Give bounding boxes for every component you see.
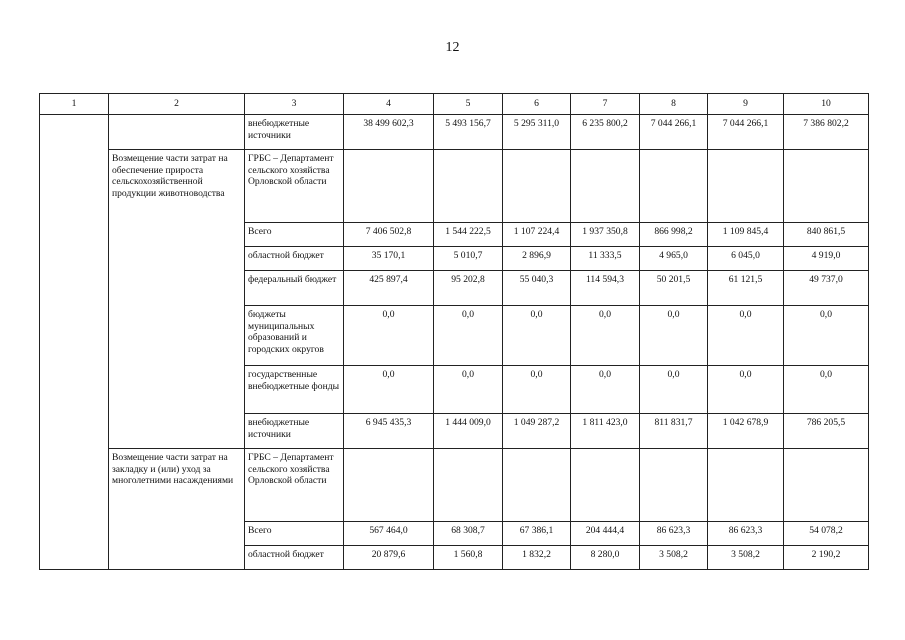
source-cell: государственные внебюджетные фонды (245, 366, 344, 414)
value-cell: 11 333,5 (571, 247, 640, 271)
value-cell: 7 406 502,8 (344, 223, 434, 247)
value-cell: 86 623,3 (640, 522, 708, 546)
source-cell: Всего (245, 223, 344, 247)
value-cell: 1 109 845,4 (708, 223, 784, 247)
measure-name: Возмещение части затрат на обеспечение прироста сельскохозяйственной продукции животноводства (109, 150, 245, 449)
value-cell: 0,0 (708, 366, 784, 414)
source-cell: областной бюджет (245, 546, 344, 570)
value-cell: 840 861,5 (784, 223, 869, 247)
column-header-1: 1 (40, 94, 109, 115)
source-cell: областной бюджет (245, 247, 344, 271)
value-cell: 2 190,2 (784, 546, 869, 570)
value-cell: 5 493 156,7 (434, 115, 503, 150)
column-header-2: 2 (109, 94, 245, 115)
value-cell: 67 386,1 (503, 522, 571, 546)
value-cell: 114 594,3 (571, 271, 640, 306)
value-cell: 0,0 (784, 306, 869, 366)
value-cell: 0,0 (434, 306, 503, 366)
measure-name: Возмещение части затрат на закладку и (или) уход за многолетними насаждениями (109, 449, 245, 570)
value-cell: 68 308,7 (434, 522, 503, 546)
column-header-7: 7 (571, 94, 640, 115)
value-cell: 786 205,5 (784, 414, 869, 449)
value-cell: 1 544 222,5 (434, 223, 503, 247)
value-cell: 0,0 (784, 366, 869, 414)
value-cell: 1 560,8 (434, 546, 503, 570)
value-cell: 866 998,2 (640, 223, 708, 247)
value-cell: 3 508,2 (640, 546, 708, 570)
value-cell: 1 107 224,4 (503, 223, 571, 247)
column-header-4: 4 (344, 94, 434, 115)
value-cell: 49 737,0 (784, 271, 869, 306)
column-header-3: 3 (245, 94, 344, 115)
value-cell: 38 499 602,3 (344, 115, 434, 150)
value-cell: 8 280,0 (571, 546, 640, 570)
value-cell: 95 202,8 (434, 271, 503, 306)
value-cell: 0,0 (571, 366, 640, 414)
value-cell: 55 040,3 (503, 271, 571, 306)
value-cell: 50 201,5 (640, 271, 708, 306)
value-cell: 61 121,5 (708, 271, 784, 306)
value-cell: 3 508,2 (708, 546, 784, 570)
value-cell: 6 045,0 (708, 247, 784, 271)
value-cell: 0,0 (640, 366, 708, 414)
value-cell: 1 042 678,9 (708, 414, 784, 449)
value-cell: 1 832,2 (503, 546, 571, 570)
column-header-10: 10 (784, 94, 869, 115)
column-header-5: 5 (434, 94, 503, 115)
value-cell: 0,0 (571, 306, 640, 366)
value-cell: 0,0 (640, 306, 708, 366)
value-cell: 0,0 (708, 306, 784, 366)
value-cell: 20 879,6 (344, 546, 434, 570)
value-cell: 567 464,0 (344, 522, 434, 546)
value-cell: 0,0 (344, 366, 434, 414)
value-cell: 1 811 423,0 (571, 414, 640, 449)
value-cell: 0,0 (434, 366, 503, 414)
value-cell: 5 010,7 (434, 247, 503, 271)
value-cell: 204 444,4 (571, 522, 640, 546)
table-row (40, 449, 869, 522)
value-cell: 6 945 435,3 (344, 414, 434, 449)
value-cell: 811 831,7 (640, 414, 708, 449)
value-cell: 5 295 311,0 (503, 115, 571, 150)
value-cell: 7 044 266,1 (640, 115, 708, 150)
column-1-cell (40, 115, 109, 570)
value-cell: 2 896,9 (503, 247, 571, 271)
source-cell: внебюджетные источники (245, 115, 344, 150)
source-cell: бюджеты муниципальных образований и городских округов (245, 306, 344, 366)
grbs-cell: ГРБС – Департамент сельского хозяйства Орловской области (245, 150, 344, 223)
budget-table (39, 93, 869, 570)
value-cell: 35 170,1 (344, 247, 434, 271)
value-cell: 0,0 (503, 306, 571, 366)
value-cell: 0,0 (503, 366, 571, 414)
column-header-8: 8 (640, 94, 708, 115)
table-row (40, 115, 869, 150)
header-row (40, 94, 869, 115)
column-header-6: 6 (503, 94, 571, 115)
value-cell: 7 044 266,1 (708, 115, 784, 150)
value-cell: 0,0 (344, 306, 434, 366)
value-cell: 1 444 009,0 (434, 414, 503, 449)
table-row (40, 150, 869, 223)
value-cell: 7 386 802,2 (784, 115, 869, 150)
page-number: 12 (445, 40, 460, 55)
grbs-cell: ГРБС – Департамент сельского хозяйства Орловской области (245, 449, 344, 522)
value-cell: 1 049 287,2 (503, 414, 571, 449)
source-cell: Всего (245, 522, 344, 546)
source-cell: внебюджетные источники (245, 414, 344, 449)
source-cell: федеральный бюджет (245, 271, 344, 306)
value-cell: 6 235 800,2 (571, 115, 640, 150)
value-cell: 86 623,3 (708, 522, 784, 546)
value-cell: 425 897,4 (344, 271, 434, 306)
column-header-9: 9 (708, 94, 784, 115)
value-cell: 4 965,0 (640, 247, 708, 271)
value-cell: 4 919,0 (784, 247, 869, 271)
value-cell: 1 937 350,8 (571, 223, 640, 247)
value-cell: 54 078,2 (784, 522, 869, 546)
measure-cell (109, 115, 245, 150)
